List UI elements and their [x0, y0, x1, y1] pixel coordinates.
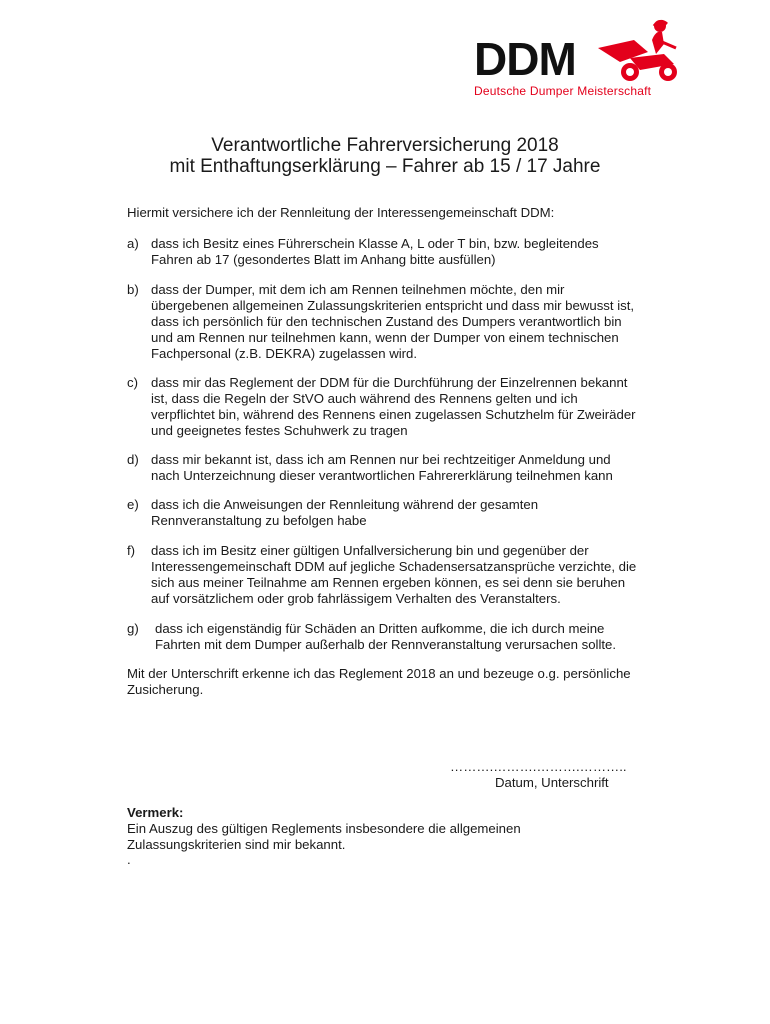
logo-brand: DDM [474, 33, 576, 85]
list-item-line: nach Unterzeichnung dieser verantwortlichen Fahrererklärung teilnehmen kann [151, 468, 613, 483]
list-item-line: dass ich die Anweisungen der Rennleitung während der gesamten [151, 497, 539, 512]
list-marker: c) [127, 375, 138, 390]
note-line-3: . [127, 852, 131, 867]
signature-label: Datum, Unterschrift [495, 775, 609, 790]
signature-line: ……….……….……….……….. [450, 759, 627, 774]
list-item-line: dass mir bekannt ist, dass ich am Rennen nur bei rechtzeitiger Anmeldung und [151, 452, 611, 467]
list-item-line: sich aus meiner Teilnahme am Rennen ergeben können, es sei denn sie beruhen [151, 575, 626, 590]
list-marker: f) [127, 543, 136, 558]
list-item-line: übergebenen allgemeinen Zulassungskriterien entspricht und dass mir bewusst ist, [151, 298, 635, 313]
list-item-line: Fahren ab 17 (gesondertes Blatt im Anhang bitte ausfüllen) [151, 252, 496, 267]
list-item-line: verpflichtet bin, während des Rennens einen zugelassen Schutzhelm für Zweiräder [151, 407, 636, 422]
list-item-line: Rennveranstaltung zu befolgen habe [151, 513, 367, 528]
document-title-line-2: mit Enthaftungserklärung – Fahrer ab 15 / 17 Jahre [169, 156, 601, 177]
dumper-driver-icon [590, 18, 684, 84]
list-item-line: Fachpersonal (z.B. DEKRA) zugelassen wird. [151, 346, 418, 361]
list-item-line: und geeignetes festes Schuhwerk zu tragen [151, 423, 408, 438]
note-heading: Vermerk: [127, 805, 184, 820]
list-marker: b) [127, 282, 139, 297]
ddm-logo [474, 18, 684, 98]
list-item-line: Fahrten mit dem Dumper außerhalb der Rennveranstaltung verursachen sollte. [155, 637, 617, 652]
list-item-line: dass ich Besitz eines Führerschein Klasse A, L oder T bin, bzw. begleitendes [151, 236, 599, 251]
list-item-line: und am Rennen nur teilnehmen kann, wenn der Dumper von einem technischen [151, 330, 619, 345]
closing-line-1: Mit der Unterschrift erkenne ich das Reglement 2018 an und bezeuge o.g. persönliche [127, 666, 631, 681]
list-marker: d) [127, 452, 139, 467]
list-item-line: dass ich persönlich für den technischen Zustand des Dumpers verantwortlich bin [151, 314, 622, 329]
closing-line-2: Zusicherung. [127, 682, 204, 697]
logo-subtitle: Deutsche Dumper Meisterschaft [474, 84, 652, 98]
list-marker: e) [127, 497, 139, 512]
list-item-line: dass mir das Reglement der DDM für die Durchführung der Einzelrennen bekannt [151, 375, 628, 390]
note-line-1: Ein Auszug des gültigen Reglements insbesondere die allgemeinen [127, 821, 521, 836]
list-item-line: auf vorsätzlichem oder grob fahrlässigem Verhalten des Veranstalters. [151, 591, 561, 606]
list-marker: g) [127, 621, 139, 636]
list-item-line: dass ich eigenständig für Schäden an Dritten aufkomme, die ich durch meine [155, 621, 605, 636]
note-line-2: Zulassungskriterien sind mir bekannt. [127, 837, 346, 852]
list-item-line: Interessengemeinschaft DDM auf jegliche Schadensersatzansprüche verzichte, die [151, 559, 637, 574]
list-marker: a) [127, 236, 139, 251]
list-item-line: dass ich im Besitz einer gültigen Unfallversicherung bin und gegenüber der [151, 543, 589, 558]
list-item-line: ist, dass die Regeln der StVO auch während des Rennens gelten und ich [151, 391, 578, 406]
list-item-line: dass der Dumper, mit dem ich am Rennen teilnehmen möchte, den mir [151, 282, 565, 297]
intro-text: Hiermit versichere ich der Rennleitung der Interessengemeinschaft DDM: [127, 205, 555, 220]
document-title-line-1: Verantwortliche Fahrerversicherung 2018 [211, 135, 559, 156]
